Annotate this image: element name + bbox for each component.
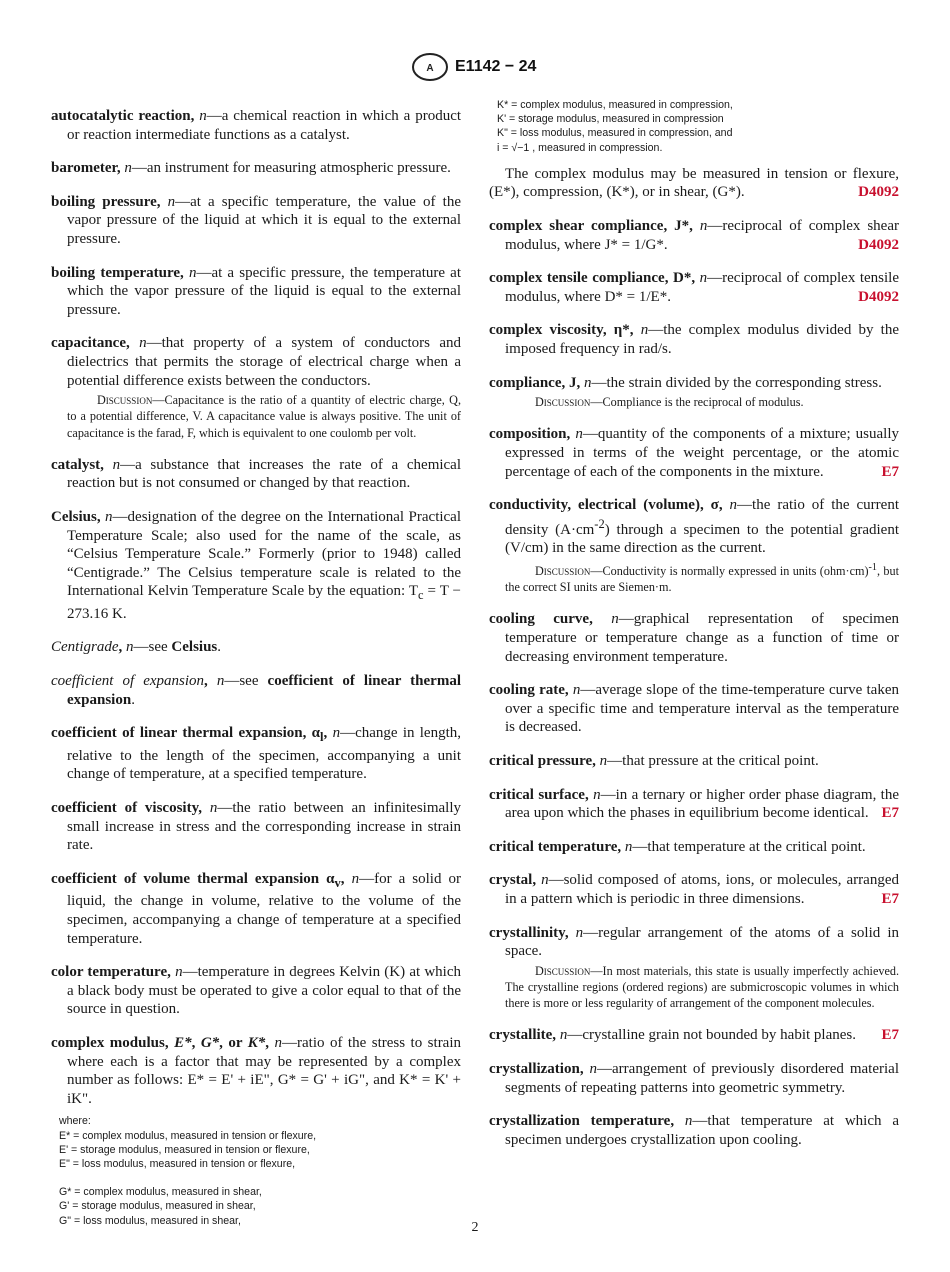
variable-line: K* = complex modulus, measured in compression, <box>497 99 733 111</box>
entry-crystallization-temperature: crystallization temperature, n—that temperature at which a specimen undergoes crystallization upon cooling. <box>489 1113 899 1148</box>
entry-coefficient-volume-thermal-expansion: coefficient of volume thermal expansion $\alpha_v$, n—for a solid or liquid, the change in volume, relative to the volume of the specimen, accompanying a change of temperature at a specified temperature. <box>51 870 462 947</box>
entry-complex-tensile-compliance: complex tensile compliance, D*, n—reciprocal of complex tensile modulus, where D* = 1/E*. D4092 <box>489 270 900 305</box>
entry-catalyst: catalyst, n—a substance that increases the rate of a chemical reaction but is not consumed or changed by that reaction. <box>51 456 462 492</box>
left-column <box>51 92 461 1228</box>
entry-coefficient-linear-thermal-expansion: coefficient of linear thermal expansion, $\alpha_l$, n—change in length, relative to the length of the specimen, accompanying a unit change of temperature, at a specified temperature. <box>51 725 462 783</box>
entry-cooling-rate: cooling rate, n—average slope of the time-temperature curve taken over a specific time and temperature interval as the temperature is decreased. <box>489 682 900 736</box>
entry-boiling-pressure: boiling pressure, n—at a specific temperature, the value of the vapor pressure of the liquid at which it is equal to the external pressure. <box>51 193 461 247</box>
variable-line: where: <box>59 1115 91 1128</box>
variable-line: G* = complex modulus, measured in shear, <box>59 1186 262 1199</box>
discussion-capacitance: Discussion—Capacitance is the ratio of a quantity of electric charge, Q, to a potential difference, V. A capacitance value is always positive. The unit of capacitance is the farad, F, which is equivalent to one coulomb per volt. <box>67 393 461 440</box>
entry-crystallite: crystallite, n—crystalline grain not bounded by habit planes. E7 <box>489 1027 899 1044</box>
reference-e7: E7 <box>881 805 899 822</box>
entry-color-temperature: color temperature, n—temperature in degrees Kelvin (K) at which a black body must be operated to give a color equal to that of the source in question. <box>51 964 461 1018</box>
variable-list-compression <box>497 98 899 155</box>
entry-critical-surface: critical surface, n—in a ternary or higher order phase diagram, the area upon which the phases in equilibrium become identical. E7 <box>489 786 900 822</box>
entry-autocatalytic-reaction: autocatalytic reaction, n—a chemical reaction in which a product or reaction intermediate functions as a catalyst. <box>51 108 462 143</box>
paragraph-complex-modulus-measurement: The complex modulus may be measured in tension or flexure, (E*), compression, (K*), or in shear, (G*). D4092 <box>489 165 899 201</box>
entry-boiling-temperature: boiling temperature, n—at a specific pressure, the temperature at which the vapor pressure of the liquid is equal to the external pressure. <box>51 264 461 318</box>
variable-line: i = √−1 , measured in compression. <box>497 141 663 154</box>
entry-coefficient-of-viscosity: coefficient of viscosity, n—the ratio between an infinitesimally small increase in stress and the corresponding increase in strain rate. <box>51 800 461 854</box>
entry-crystallinity: crystallinity, n—regular arrangement of the atoms of a solid in space. <box>489 924 899 960</box>
variable-line: G" = loss modulus, measured in shear, <box>59 1214 241 1227</box>
reference-d4092: D4092 <box>858 288 899 305</box>
page-header <box>0 52 950 86</box>
entry-conductivity: conductivity, electrical (volume), σ, n—the ratio of the current density $(A\cdot cm^{-2})$ through a specimen to the potential gradient (V/cm) in the same direction as the current. <box>489 497 899 557</box>
entry-capacitance: capacitance, n—that property of a system of conductors and dielectrics that permits the storage of electrical charge when a potential difference exists between the conductors. <box>51 335 461 389</box>
reference-d4092: D4092 <box>858 236 899 253</box>
entry-barometer: barometer, n—an instrument for measuring atmospheric pressure. <box>51 160 451 177</box>
astm-logo-icon <box>410 52 450 82</box>
entry-critical-pressure: critical pressure, n—that pressure at the critical point. <box>489 752 819 769</box>
entry-crystallization: crystallization, n—arrangement of previously disordered material segments of repeating patterns into geometric symmetry. <box>489 1060 899 1096</box>
reference-e7: E7 <box>881 1027 899 1044</box>
variable-list-shear-tension <box>59 1114 461 1227</box>
entry-cooling-curve: cooling curve, n—graphical representation of specimen temperature or temperature change as a function of time or decreasing environment temperature. <box>489 611 899 665</box>
entry-composition: composition, n—quantity of the components of a mixture; usually expressed in terms of the weight percentage, or the atomic percentage of each of the components in the mixture. E7 <box>489 426 899 480</box>
discussion-conductivity: Discussion—Conductivity is normally expressed in units $(ohm\cdot cm)^{-1}$, but the correct SI units are Siemen·m. <box>505 561 899 595</box>
page-number: 2 <box>471 1220 479 1235</box>
variable-line: E* = complex modulus, measured in tension or flexure, <box>59 1129 317 1142</box>
entry-complex-shear-compliance: complex shear compliance, J*, n—reciprocal of complex shear modulus, where J* = 1/G*. D4092 <box>489 218 899 253</box>
variable-line: K' = storage modulus, measured in compression <box>497 113 724 126</box>
discussion-compliance: Discussion—Compliance is the reciprocal of modulus. <box>535 395 804 410</box>
document-id: E1142 − 24 <box>455 58 537 75</box>
reference-d4092: D4092 <box>858 184 899 201</box>
right-column <box>489 98 899 1159</box>
entry-coefficient-of-expansion: coefficient of expansion, n—see coefficient of linear thermal expansion. <box>51 673 461 708</box>
variable-line: G' = storage modulus, measured in shear, <box>59 1200 256 1213</box>
entry-compliance: compliance, J, n—the strain divided by the corresponding stress. <box>489 374 882 391</box>
entry-critical-temperature: critical temperature, n—that temperature at the critical point. <box>489 838 866 855</box>
entry-complex-modulus: complex modulus, E*, G*, or K*, n—ratio of the stress to strain where each is a factor that may be represented by a complex number as follows: E* = E' + iE", G* = G' + iG", and K* = K' + iK". <box>51 1034 462 1107</box>
reference-e7: E7 <box>881 463 899 480</box>
svg-text:A: A <box>426 63 434 74</box>
entry-celsius: Celsius, n—designation of the degree on the International Practical Temperature Scale; also used for the name of the scale, as “Celsius Temperature Scale.” Formerly (prior to 1948) called “Centigrade.” The Celsius temperature scale is related to the International Kelvin Temperature Scale by the equation: $T_c = T - 273.16$ K. <box>51 508 462 622</box>
entry-centigrade: Centigrade, n—see Celsius. <box>51 639 221 656</box>
variable-line: E" = loss modulus, measured in tension or flexure, <box>59 1157 296 1170</box>
variable-line: E' = storage modulus, measured in tension or flexure, <box>59 1143 310 1156</box>
reference-e7: E7 <box>881 890 899 907</box>
variable-line: K" = loss modulus, measured in compression, and <box>497 127 733 140</box>
entry-crystal: crystal, n—solid composed of atoms, ions, or molecules, arranged in a pattern which is periodic in three dimensions. E7 <box>489 872 899 907</box>
entry-complex-viscosity: complex viscosity, η*, n—the complex modulus divided by the imposed frequency in rad/s. <box>489 322 899 357</box>
discussion-crystallinity: Discussion—In most materials, this state is usually imperfectly achieved. The crystalline regions (ordered regions) are submicroscopic volumes in which there is more or less regularity of arrangement of the component molecules. <box>505 963 899 1011</box>
